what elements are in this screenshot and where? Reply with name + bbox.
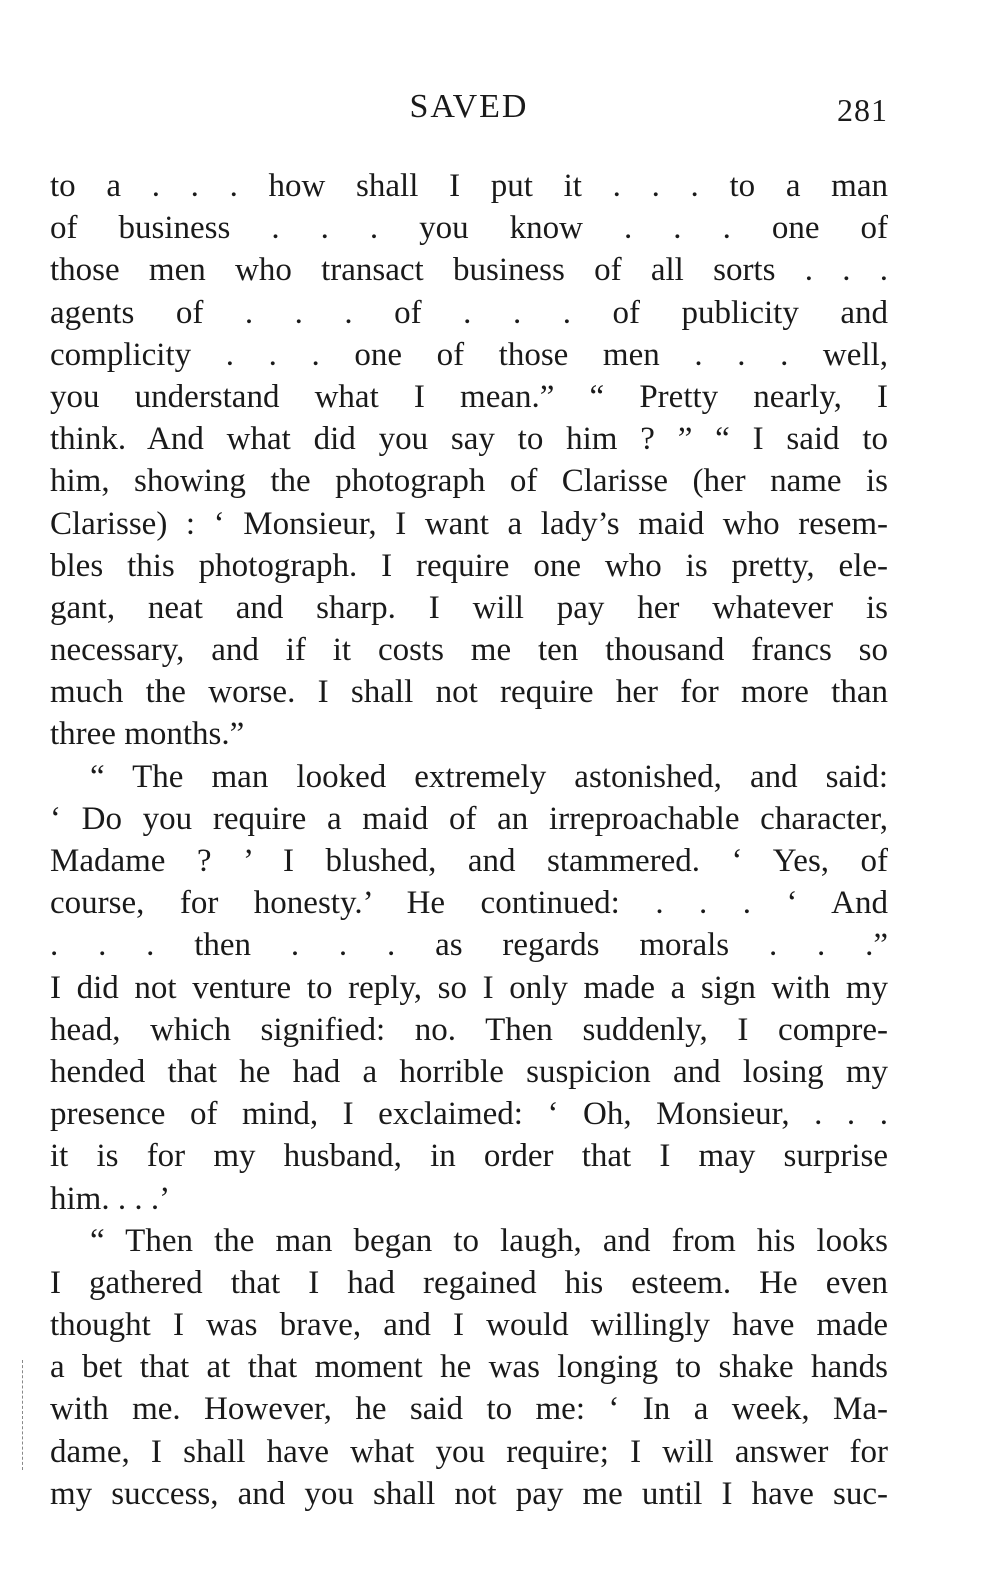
- body-text: [50, 165, 888, 1515]
- text-line: bles this photograph. I require one who is pretty, ele-: [50, 547, 888, 584]
- page-number: 281: [837, 92, 888, 128]
- text-line: I gathered that I had regained his esteem. He even: [50, 1264, 888, 1301]
- text-line: I did not venture to reply, so I only made a sign with my: [50, 969, 888, 1006]
- text-line: ‘ Do you require a maid of an irreproachable character,: [50, 800, 888, 837]
- margin-scan-mark: [22, 1360, 24, 1470]
- text-line: thought I was brave, and I would willingly have made: [50, 1307, 888, 1344]
- text-line: agents of . . . of . . . of publicity and: [50, 294, 888, 331]
- text-line: presence of mind, I exclaimed: ‘ Oh, Monsieur, . . .: [50, 1096, 888, 1133]
- text-line: dame, I shall have what you require; I will answer for: [50, 1433, 888, 1470]
- text-line: my success, and you shall not pay me until I have suc-: [50, 1475, 888, 1512]
- text-line: head, which signified: no. Then suddenly, I compre-: [50, 1011, 888, 1048]
- text-line: hended that he had a horrible suspicion and losing my: [50, 1053, 888, 1090]
- running-head: SAVED: [409, 88, 529, 125]
- text-line: it is for my husband, in order that I may surprise: [50, 1138, 888, 1175]
- text-line: him. . . .’: [50, 1180, 171, 1217]
- text-line: think. And what did you say to him ? ” “ I said to: [50, 421, 888, 458]
- text-line: those men who transact business of all sorts . . .: [50, 252, 888, 289]
- text-line: you understand what I mean.” “ Pretty nearly, I: [50, 378, 888, 415]
- text-line: three months.”: [50, 716, 245, 753]
- text-line: Clarisse) : ‘ Monsieur, I want a lady’s maid who resem-: [50, 505, 888, 542]
- text-line: of business . . . you know . . . one of: [50, 210, 888, 247]
- text-line: “ The man looked extremely astonished, and said:: [90, 758, 888, 795]
- text-line: to a . . . how shall I put it . . . to a man: [50, 168, 888, 204]
- text-line: gant, neat and sharp. I will pay her whatever is: [50, 589, 888, 626]
- page-header: [50, 88, 888, 138]
- text-line: necessary, and if it costs me ten thousand francs so: [50, 632, 888, 669]
- text-line: a bet that at that moment he was longing to shake hands: [50, 1349, 888, 1386]
- text-line: course, for honesty.’ He continued: . . . ‘ And: [50, 885, 888, 922]
- text-line: complicity . . . one of those men . . . well,: [50, 336, 888, 373]
- text-line: “ Then the man began to laugh, and from his looks: [90, 1222, 888, 1259]
- text-line: much the worse. I shall not require her for more than: [50, 674, 888, 711]
- text-line: . . . then . . . as regards morals . . .”: [50, 927, 888, 964]
- text-line: with me. However, he said to me: ‘ In a week, Ma-: [50, 1391, 888, 1428]
- text-line: Madame ? ’ I blushed, and stammered. ‘ Yes, of: [50, 843, 888, 879]
- text-line: him, showing the photograph of Clarisse (her name is: [50, 463, 888, 500]
